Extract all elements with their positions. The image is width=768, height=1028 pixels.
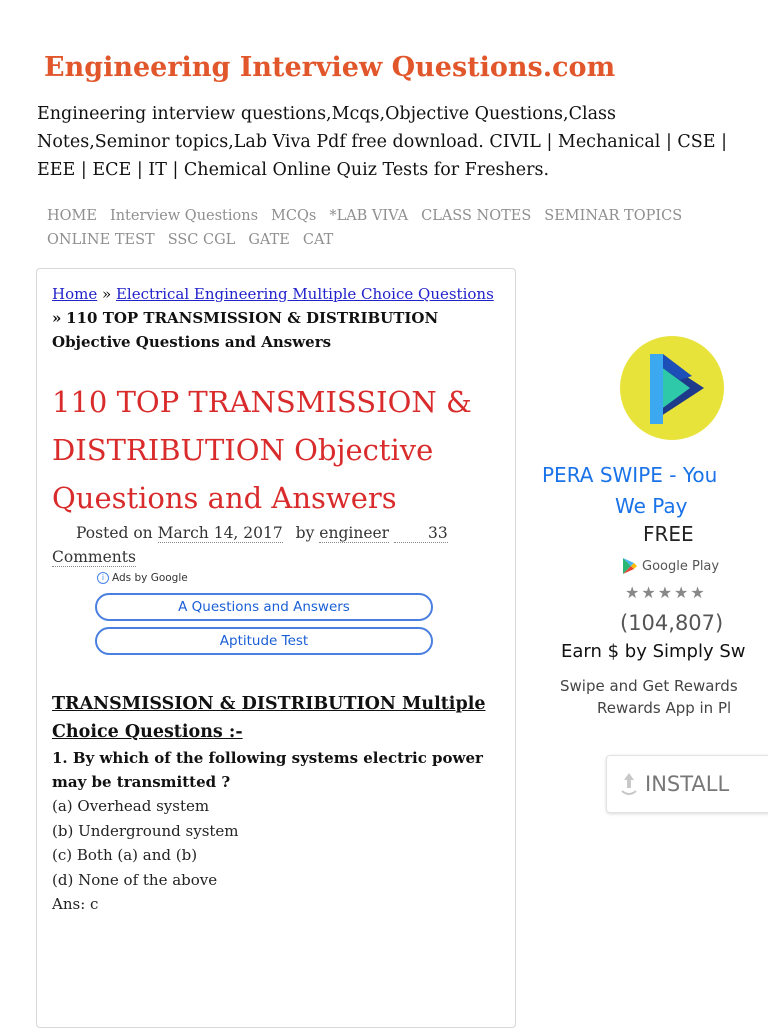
post-date-link[interactable]: March 14, 2017 <box>157 524 283 542</box>
install-label: INSTALL <box>645 772 730 796</box>
nav-item-lab-viva[interactable]: *LAB VIVA <box>329 208 409 224</box>
site-title[interactable]: Engineering Interview Questions.com <box>44 52 616 83</box>
app-name[interactable] <box>542 460 768 522</box>
app-desc-line1: Swipe and Get Rewards <box>560 677 738 695</box>
breadcrumb-separator: » <box>102 285 112 303</box>
nav-item-class-notes[interactable]: CLASS NOTES <box>421 208 532 224</box>
site-description: Engineering interview questions,Mcqs,Objective Questions,Class Notes,Seminor topics,Lab Viva Pdf free download. CIVIL | Mechanical | CSE | EEE | ECE | IT | Chemical Online Quiz Tests for Freshers. <box>37 104 728 180</box>
app-install-ad[interactable] <box>530 330 768 830</box>
comments-count-link[interactable]: 33 <box>394 524 448 543</box>
store-name: Google Play <box>642 558 720 574</box>
nav-item-home[interactable]: HOME <box>47 208 97 224</box>
option-b: (b) Underground system <box>52 821 239 840</box>
app-desc-line2: Rewards App in Pl <box>597 699 732 717</box>
ad-link-questions-answers[interactable]: A Questions and Answers <box>95 593 433 621</box>
option-a: (a) Overhead system <box>52 797 210 815</box>
section-heading: TRANSMISSION & DISTRIBUTION Multiple Choice Questions :- <box>52 694 486 742</box>
breadcrumb-home-link[interactable]: Home <box>52 285 98 303</box>
app-name-line2: We Pay <box>615 494 688 518</box>
info-icon[interactable]: i <box>97 572 109 584</box>
app-description <box>560 675 768 719</box>
ads-by-google[interactable] <box>97 572 188 584</box>
app-name-line1: PERA SWIPE - You <box>542 463 718 487</box>
review-count: (104,807) <box>620 611 724 635</box>
ads-label-text: Ads by Google <box>112 572 188 584</box>
nav-item-gate[interactable]: GATE <box>248 232 290 248</box>
author-link[interactable]: engineer <box>319 524 390 542</box>
nav-item-interview-questions[interactable]: Interview Questions <box>109 208 259 224</box>
breadcrumb <box>52 282 507 354</box>
app-price: FREE <box>643 522 694 546</box>
comments-link[interactable]: Comments <box>52 548 136 566</box>
breadcrumb-separator: » <box>52 309 62 327</box>
pera-swipe-logo-icon[interactable] <box>620 336 724 440</box>
post-meta <box>52 521 452 569</box>
ad-link-aptitude-test[interactable]: Aptitude Test <box>95 627 433 655</box>
breadcrumb-category-link[interactable]: Electrical Engineering Multiple Choice Questions <box>115 285 494 303</box>
option-d: (d) None of the above <box>52 870 218 889</box>
app-tagline: Earn $ by Simply Sw <box>561 641 746 662</box>
question-text: 1. By which of the following systems electric power may be transmitted ? <box>52 749 483 791</box>
install-button[interactable] <box>606 755 768 813</box>
nav-item-cat[interactable]: CAT <box>302 232 334 248</box>
answer-options <box>52 794 492 917</box>
rating-stars: ★★★★★ <box>625 583 707 602</box>
nav-item-mcqs[interactable]: MCQs <box>271 208 317 224</box>
answer-text: Ans: c <box>52 895 99 913</box>
nav-item-online-test[interactable]: ONLINE TEST <box>47 232 155 248</box>
main-nav <box>47 204 747 252</box>
post-title: 110 TOP TRANSMISSION & DISTRIBUTION Objective Questions and Answers <box>52 385 472 515</box>
breadcrumb-current: 110 TOP TRANSMISSION & DISTRIBUTION Objective Questions and Answers <box>52 309 439 351</box>
google-play-icon <box>622 557 638 575</box>
store-badge <box>622 557 719 575</box>
nav-item-ssc-cgl[interactable]: SSC CGL <box>167 232 236 248</box>
posted-on-label: Posted on <box>76 524 153 542</box>
option-c: (c) Both (a) and (b) <box>52 846 198 864</box>
install-icon <box>619 771 639 797</box>
by-label: by <box>295 524 315 542</box>
nav-item-seminar-topics[interactable]: SEMINAR TOPICS <box>544 208 683 224</box>
